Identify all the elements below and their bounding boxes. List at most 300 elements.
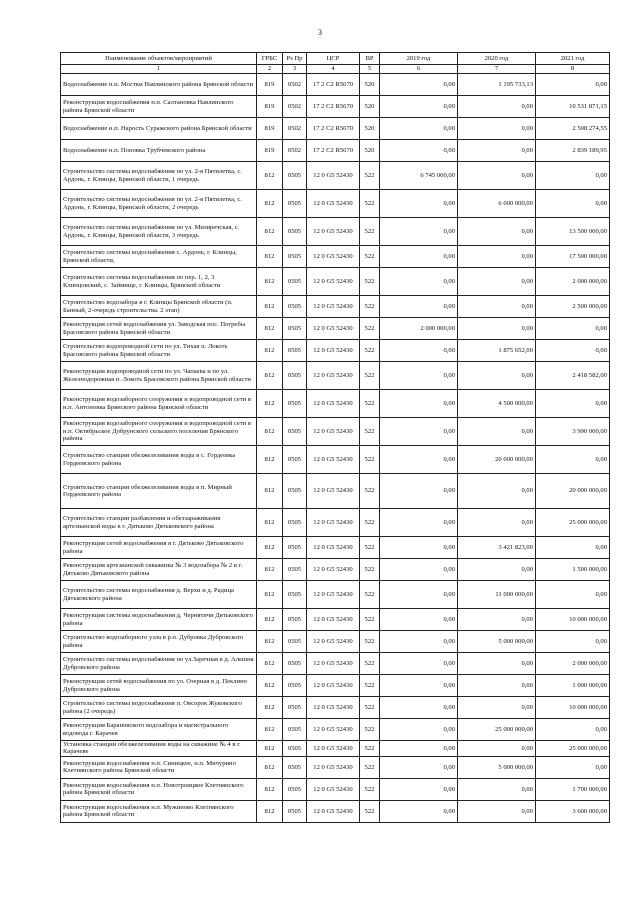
table-row bbox=[61, 140, 610, 162]
row-2019-cell: 0,00 bbox=[380, 190, 458, 218]
row-rzpr-cell: 0505 bbox=[283, 418, 307, 446]
row-rzpr-cell: 0505 bbox=[283, 653, 307, 675]
row-rzpr-cell: 0505 bbox=[283, 218, 307, 246]
row-2020-cell: 0,00 bbox=[458, 246, 536, 268]
row-grbs-cell: 812 bbox=[257, 756, 283, 778]
row-csr-cell: 12 0 G5 52430 bbox=[307, 756, 360, 778]
row-rzpr-cell: 0505 bbox=[283, 675, 307, 697]
header-2021: 2021 год bbox=[536, 53, 610, 65]
row-2021-cell: 2 508 274,55 bbox=[536, 118, 610, 140]
row-grbs-cell: 812 bbox=[257, 190, 283, 218]
table-row bbox=[61, 537, 610, 559]
row-2021-cell: 13 500 000,00 bbox=[536, 218, 610, 246]
row-grbs-cell: 812 bbox=[257, 268, 283, 296]
row-grbs-cell: 812 bbox=[257, 631, 283, 653]
row-vr-cell: 522 bbox=[360, 318, 380, 340]
row-2020-cell: 0,00 bbox=[458, 162, 536, 190]
header-csr: ЦСР bbox=[307, 53, 360, 65]
table-row bbox=[61, 96, 610, 118]
row-csr-cell: 12 0 G5 52430 bbox=[307, 537, 360, 559]
row-vr-cell: 522 bbox=[360, 362, 380, 390]
row-2021-cell: 0,00 bbox=[536, 190, 610, 218]
row-rzpr-cell: 0505 bbox=[283, 190, 307, 218]
row-2021-cell: 10 000 000,00 bbox=[536, 697, 610, 719]
row-vr-cell: 522 bbox=[360, 653, 380, 675]
row-2021-cell: 2 418 582,00 bbox=[536, 362, 610, 390]
row-2019-cell: 0,00 bbox=[380, 756, 458, 778]
row-name-cell: Строительство системы водоснабжения с. Ардонь, г. Клинцы, Брянской области, bbox=[61, 246, 257, 268]
row-rzpr-cell: 0505 bbox=[283, 719, 307, 741]
row-csr-cell: 12 0 G5 52430 bbox=[307, 800, 360, 822]
row-2020-cell: 0,00 bbox=[458, 609, 536, 631]
row-csr-cell: 17 2 С2 R5670 bbox=[307, 140, 360, 162]
row-grbs-cell: 812 bbox=[257, 697, 283, 719]
row-2021-cell: 0,00 bbox=[536, 74, 610, 96]
row-name-cell: Реконструкция водозаборного сооружения и водопроводной сети в н.п. Антоновка Брянского района Брянской области bbox=[61, 390, 257, 418]
row-2021-cell: 3 990 000,00 bbox=[536, 418, 610, 446]
row-rzpr-cell: 0505 bbox=[283, 474, 307, 509]
row-grbs-cell: 812 bbox=[257, 418, 283, 446]
row-rzpr-cell: 0505 bbox=[283, 537, 307, 559]
row-vr-cell: 522 bbox=[360, 800, 380, 822]
row-2019-cell: 0,00 bbox=[380, 390, 458, 418]
row-2019-cell: 0,00 bbox=[380, 246, 458, 268]
table-row bbox=[61, 362, 610, 390]
row-2021-cell: 17 500 000,00 bbox=[536, 246, 610, 268]
row-grbs-cell: 812 bbox=[257, 446, 283, 474]
row-rzpr-cell: 0505 bbox=[283, 756, 307, 778]
table-row bbox=[61, 246, 610, 268]
header-vr: ВР bbox=[360, 53, 380, 65]
row-grbs-cell: 812 bbox=[257, 537, 283, 559]
row-2019-cell: 0,00 bbox=[380, 719, 458, 741]
row-rzpr-cell: 0505 bbox=[283, 362, 307, 390]
row-vr-cell: 522 bbox=[360, 190, 380, 218]
row-rzpr-cell: 0502 bbox=[283, 118, 307, 140]
row-name-cell: Реконструкция сетей водоснабжения по ул. Озерная в д. Пеклино Дубровского района bbox=[61, 675, 257, 697]
row-vr-cell: 522 bbox=[360, 697, 380, 719]
table-row bbox=[61, 719, 610, 741]
row-2020-cell: 20 000 000,00 bbox=[458, 446, 536, 474]
row-2019-cell: 0,00 bbox=[380, 741, 458, 757]
row-name-cell: Реконструкция водопроводной сети по ул. Чапаева и по ул. Железнодорожная п. Локоть Брасовского района Брянской области bbox=[61, 362, 257, 390]
header-name: Наименование объектов/мероприятий bbox=[61, 53, 257, 65]
row-2021-cell: 10 531 871,15 bbox=[536, 96, 610, 118]
row-vr-cell: 522 bbox=[360, 446, 380, 474]
row-vr-cell: 522 bbox=[360, 741, 380, 757]
row-csr-cell: 12 0 G5 52430 bbox=[307, 268, 360, 296]
table-row bbox=[61, 218, 610, 246]
row-rzpr-cell: 0505 bbox=[283, 631, 307, 653]
row-csr-cell: 12 0 G5 52430 bbox=[307, 609, 360, 631]
table-row bbox=[61, 741, 610, 757]
table-row bbox=[61, 190, 610, 218]
budget-table bbox=[60, 52, 610, 823]
row-vr-cell: 522 bbox=[360, 296, 380, 318]
row-2019-cell: 0,00 bbox=[380, 509, 458, 537]
row-name-cell: Реконструкция Барановского водозабора и магистрального водовода г. Карачев bbox=[61, 719, 257, 741]
row-grbs-cell: 812 bbox=[257, 719, 283, 741]
table-row bbox=[61, 74, 610, 96]
row-2021-cell: 3 600 000,00 bbox=[536, 800, 610, 822]
row-2021-cell: 0,00 bbox=[536, 340, 610, 362]
row-vr-cell: 522 bbox=[360, 559, 380, 581]
row-2021-cell: 0,00 bbox=[536, 537, 610, 559]
row-rzpr-cell: 0505 bbox=[283, 800, 307, 822]
row-2019-cell: 0,00 bbox=[380, 778, 458, 800]
row-csr-cell: 17 2 С2 R5670 bbox=[307, 96, 360, 118]
row-2020-cell: 0,00 bbox=[458, 559, 536, 581]
row-csr-cell: 17 2 С2 R5670 bbox=[307, 118, 360, 140]
row-2020-cell: 0,00 bbox=[458, 474, 536, 509]
row-2020-cell: 11 000 000,00 bbox=[458, 581, 536, 609]
row-2019-cell: 0,00 bbox=[380, 362, 458, 390]
row-2020-cell: 0,00 bbox=[458, 509, 536, 537]
row-rzpr-cell: 0505 bbox=[283, 318, 307, 340]
row-name-cell: Реконструкция сетей водоснабжения ул. Заводская пос. Погребы Брасовского района Брянской области bbox=[61, 318, 257, 340]
row-name-cell: Строительство системы водоснабжения по ул. 2-я Пятилетка, с. Ардонь, г. Клинцы, Брянской области, 1 очередь bbox=[61, 162, 257, 190]
row-2021-cell: 25 000 000,00 bbox=[536, 509, 610, 537]
row-2019-cell: 0,00 bbox=[380, 340, 458, 362]
row-name-cell: Строительство водозабора в г. Клинцы Брянской области (п. Банный, 2-очередь строительства. 2 этап) bbox=[61, 296, 257, 318]
row-name-cell: Реконструкция водоснабжения н.п. Синицкое, н.п. Мичурино Клетнянского района Брянской области bbox=[61, 756, 257, 778]
row-name-cell: Установка станции обезжелезивания воды на скважине № 4 в г. Карачеве bbox=[61, 741, 257, 757]
row-2021-cell: 0,00 bbox=[536, 446, 610, 474]
row-2019-cell: 0,00 bbox=[380, 474, 458, 509]
row-2020-cell: 3 421 823,00 bbox=[458, 537, 536, 559]
row-grbs-cell: 812 bbox=[257, 581, 283, 609]
row-rzpr-cell: 0505 bbox=[283, 581, 307, 609]
row-name-cell: Реконструкция сетей водоснабжения в г. Дятьково Дятьковского района bbox=[61, 537, 257, 559]
row-2020-cell: 0,00 bbox=[458, 697, 536, 719]
row-grbs-cell: 812 bbox=[257, 340, 283, 362]
row-2019-cell: 6 745 000,00 bbox=[380, 162, 458, 190]
row-grbs-cell: 812 bbox=[257, 609, 283, 631]
row-2020-cell: 25 000 000,00 bbox=[458, 719, 536, 741]
row-grbs-cell: 812 bbox=[257, 390, 283, 418]
row-name-cell: Водоснабжение н.п. Мостки Навлинского района Брянской области bbox=[61, 74, 257, 96]
row-vr-cell: 522 bbox=[360, 631, 380, 653]
row-2021-cell: 25 000 000,00 bbox=[536, 741, 610, 757]
row-vr-cell: 520 bbox=[360, 74, 380, 96]
row-2020-cell: 0,00 bbox=[458, 318, 536, 340]
row-rzpr-cell: 0505 bbox=[283, 246, 307, 268]
row-2019-cell: 0,00 bbox=[380, 609, 458, 631]
row-name-cell: Реконструкция водоснабжения н.п. Мужиново Клетнянского района Брянской области bbox=[61, 800, 257, 822]
row-csr-cell: 12 0 G5 52430 bbox=[307, 162, 360, 190]
row-vr-cell: 522 bbox=[360, 218, 380, 246]
row-vr-cell: 522 bbox=[360, 537, 380, 559]
row-name-cell: Реконструкция артезианской скважины № 3 водозабора № 2 в г. Дятьково Дятьковского района bbox=[61, 559, 257, 581]
row-vr-cell: 522 bbox=[360, 246, 380, 268]
row-name-cell: Реконструкция водозаборного сооружения и водопроводной сети в н.п. Октябрьское Добрунского сельского поселения Брянского района bbox=[61, 418, 257, 446]
row-2021-cell: 10 000 000,00 bbox=[536, 609, 610, 631]
column-number: 2 bbox=[257, 65, 283, 74]
row-2021-cell: 0,00 bbox=[536, 162, 610, 190]
row-grbs-cell: 812 bbox=[257, 296, 283, 318]
column-number: 5 bbox=[360, 65, 380, 74]
row-vr-cell: 520 bbox=[360, 140, 380, 162]
row-2019-cell: 0,00 bbox=[380, 140, 458, 162]
row-csr-cell: 12 0 G5 52430 bbox=[307, 190, 360, 218]
row-rzpr-cell: 0505 bbox=[283, 741, 307, 757]
header-2020: 2020 год bbox=[458, 53, 536, 65]
row-2020-cell: 0,00 bbox=[458, 362, 536, 390]
row-2020-cell: 5 000 000,00 bbox=[458, 631, 536, 653]
row-vr-cell: 520 bbox=[360, 96, 380, 118]
table-row bbox=[61, 581, 610, 609]
row-grbs-cell: 812 bbox=[257, 474, 283, 509]
row-csr-cell: 12 0 G5 52430 bbox=[307, 653, 360, 675]
row-csr-cell: 12 0 G5 52430 bbox=[307, 362, 360, 390]
row-grbs-cell: 812 bbox=[257, 675, 283, 697]
row-2021-cell: 0,00 bbox=[536, 631, 610, 653]
row-2019-cell: 0,00 bbox=[380, 418, 458, 446]
row-2020-cell: 0,00 bbox=[458, 140, 536, 162]
row-rzpr-cell: 0505 bbox=[283, 509, 307, 537]
row-2020-cell: 0,00 bbox=[458, 741, 536, 757]
row-rzpr-cell: 0505 bbox=[283, 162, 307, 190]
row-2021-cell: 0,00 bbox=[536, 390, 610, 418]
row-csr-cell: 12 0 G5 52430 bbox=[307, 318, 360, 340]
row-vr-cell: 522 bbox=[360, 340, 380, 362]
row-2019-cell: 0,00 bbox=[380, 697, 458, 719]
row-2021-cell: 0,00 bbox=[536, 756, 610, 778]
column-number: 8 bbox=[536, 65, 610, 74]
row-2019-cell: 0,00 bbox=[380, 653, 458, 675]
row-2020-cell: 0,00 bbox=[458, 675, 536, 697]
row-vr-cell: 522 bbox=[360, 719, 380, 741]
row-2019-cell: 0,00 bbox=[380, 218, 458, 246]
row-rzpr-cell: 0505 bbox=[283, 296, 307, 318]
row-grbs-cell: 812 bbox=[257, 559, 283, 581]
table-row bbox=[61, 653, 610, 675]
row-grbs-cell: 819 bbox=[257, 140, 283, 162]
row-2020-cell: 4 500 000,00 bbox=[458, 390, 536, 418]
row-name-cell: Строительство системы водоснабжения п. Овсорок Жуковского района (2 очередь) bbox=[61, 697, 257, 719]
row-2020-cell: 0,00 bbox=[458, 118, 536, 140]
table-row bbox=[61, 118, 610, 140]
row-name-cell: Водоснабжение н.п. Поповка Трубчевского района bbox=[61, 140, 257, 162]
row-grbs-cell: 812 bbox=[257, 162, 283, 190]
row-2019-cell: 0,00 bbox=[380, 446, 458, 474]
row-csr-cell: 12 0 G5 52430 bbox=[307, 675, 360, 697]
table-row bbox=[61, 446, 610, 474]
row-csr-cell: 12 0 G5 52430 bbox=[307, 390, 360, 418]
row-2021-cell: 20 000 000,00 bbox=[536, 474, 610, 509]
row-2021-cell: 2 839 189,95 bbox=[536, 140, 610, 162]
table-row bbox=[61, 675, 610, 697]
row-2020-cell: 0,00 bbox=[458, 653, 536, 675]
row-2020-cell: 1 875 652,00 bbox=[458, 340, 536, 362]
row-2020-cell: 0,00 bbox=[458, 778, 536, 800]
row-2019-cell: 0,00 bbox=[380, 631, 458, 653]
row-grbs-cell: 812 bbox=[257, 778, 283, 800]
table-row bbox=[61, 390, 610, 418]
row-grbs-cell: 812 bbox=[257, 218, 283, 246]
row-grbs-cell: 819 bbox=[257, 96, 283, 118]
row-csr-cell: 12 0 G5 52430 bbox=[307, 296, 360, 318]
row-2021-cell: 0,00 bbox=[536, 719, 610, 741]
row-vr-cell: 522 bbox=[360, 474, 380, 509]
row-2021-cell: 1 500 000,00 bbox=[536, 559, 610, 581]
row-csr-cell: 12 0 G5 52430 bbox=[307, 446, 360, 474]
row-rzpr-cell: 0502 bbox=[283, 140, 307, 162]
row-vr-cell: 522 bbox=[360, 509, 380, 537]
row-grbs-cell: 812 bbox=[257, 362, 283, 390]
row-csr-cell: 12 0 G5 52430 bbox=[307, 474, 360, 509]
row-vr-cell: 522 bbox=[360, 581, 380, 609]
column-number: 3 bbox=[283, 65, 307, 74]
row-name-cell: Строительство станции обезжелезивания воды в п. Мирный Гордеевского района bbox=[61, 474, 257, 509]
row-name-cell: Строительство системы водоснабжения по ул.Заречная в д. Алешня Дубровского района bbox=[61, 653, 257, 675]
row-2021-cell: 0,00 bbox=[536, 318, 610, 340]
row-2019-cell: 0,00 bbox=[380, 537, 458, 559]
row-name-cell: Строительство водозаборного узла в р.п. Дубровка Дубровского района bbox=[61, 631, 257, 653]
row-csr-cell: 12 0 G5 52430 bbox=[307, 418, 360, 446]
row-csr-cell: 12 0 G5 52430 bbox=[307, 218, 360, 246]
row-name-cell: Строительство системы водоснабжения по ул. 2-я Пятилетка, с. Ардонь, г. Клинцы, Брянской области, 2 очередь bbox=[61, 190, 257, 218]
row-2020-cell: 0,00 bbox=[458, 96, 536, 118]
row-2020-cell: 0,00 bbox=[458, 800, 536, 822]
row-2019-cell: 0,00 bbox=[380, 800, 458, 822]
row-name-cell: Строительство системы водоснабжения по пер. 1, 2, 3 Клинцовский, с. Займище, г. Клинцы, Брянской области bbox=[61, 268, 257, 296]
row-vr-cell: 522 bbox=[360, 778, 380, 800]
row-csr-cell: 12 0 G5 52430 bbox=[307, 719, 360, 741]
row-2020-cell: 0,00 bbox=[458, 268, 536, 296]
row-vr-cell: 522 bbox=[360, 756, 380, 778]
row-vr-cell: 522 bbox=[360, 675, 380, 697]
row-2019-cell: 0,00 bbox=[380, 675, 458, 697]
row-grbs-cell: 812 bbox=[257, 509, 283, 537]
row-rzpr-cell: 0505 bbox=[283, 559, 307, 581]
table-row bbox=[61, 296, 610, 318]
header-row bbox=[61, 53, 610, 65]
row-csr-cell: 12 0 G5 52430 bbox=[307, 697, 360, 719]
column-number: 1 bbox=[61, 65, 257, 74]
row-2021-cell: 2 500 000,00 bbox=[536, 296, 610, 318]
row-vr-cell: 522 bbox=[360, 268, 380, 296]
row-rzpr-cell: 0505 bbox=[283, 340, 307, 362]
row-grbs-cell: 812 bbox=[257, 653, 283, 675]
table-row bbox=[61, 756, 610, 778]
row-rzpr-cell: 0505 bbox=[283, 697, 307, 719]
row-csr-cell: 12 0 G5 52430 bbox=[307, 631, 360, 653]
column-number: 7 bbox=[458, 65, 536, 74]
row-name-cell: Строительство системы водоснабжения д. Верхи и д. Радица Дятьковского района bbox=[61, 581, 257, 609]
row-name-cell: Реконструкция водоснабжения н.п. Салтановка Навлинского района Брянской области bbox=[61, 96, 257, 118]
table-row bbox=[61, 162, 610, 190]
row-name-cell: Строительство станции разбавления и обеззараживания артезианской воды в г. Дятьково Дятьковского района bbox=[61, 509, 257, 537]
row-vr-cell: 522 bbox=[360, 390, 380, 418]
row-2019-cell: 0,00 bbox=[380, 268, 458, 296]
row-2019-cell: 0,00 bbox=[380, 559, 458, 581]
row-csr-cell: 17 2 С2 R5670 bbox=[307, 74, 360, 96]
row-2019-cell: 0,00 bbox=[380, 296, 458, 318]
table-row bbox=[61, 631, 610, 653]
row-rzpr-cell: 0505 bbox=[283, 778, 307, 800]
row-rzpr-cell: 0502 bbox=[283, 74, 307, 96]
table-row bbox=[61, 509, 610, 537]
row-2020-cell: 0,00 bbox=[458, 296, 536, 318]
table-row bbox=[61, 318, 610, 340]
row-vr-cell: 522 bbox=[360, 609, 380, 631]
row-2019-cell: 0,00 bbox=[380, 581, 458, 609]
row-2019-cell: 0,00 bbox=[380, 118, 458, 140]
row-2020-cell: 6 000 000,00 bbox=[458, 190, 536, 218]
row-rzpr-cell: 0502 bbox=[283, 96, 307, 118]
row-vr-cell: 522 bbox=[360, 162, 380, 190]
row-csr-cell: 12 0 G5 52430 bbox=[307, 778, 360, 800]
row-2021-cell: 2 000 000,00 bbox=[536, 653, 610, 675]
row-rzpr-cell: 0505 bbox=[283, 390, 307, 418]
row-2021-cell: 1 700 000,00 bbox=[536, 778, 610, 800]
table-row bbox=[61, 474, 610, 509]
column-number: 6 bbox=[380, 65, 458, 74]
table-row bbox=[61, 697, 610, 719]
row-csr-cell: 12 0 G5 52430 bbox=[307, 246, 360, 268]
row-grbs-cell: 819 bbox=[257, 118, 283, 140]
table-row bbox=[61, 268, 610, 296]
row-csr-cell: 12 0 G5 52430 bbox=[307, 559, 360, 581]
row-csr-cell: 12 0 G5 52430 bbox=[307, 340, 360, 362]
row-rzpr-cell: 0505 bbox=[283, 609, 307, 631]
table-row bbox=[61, 559, 610, 581]
row-csr-cell: 12 0 G5 52430 bbox=[307, 509, 360, 537]
row-2020-cell: 5 000 000,00 bbox=[458, 756, 536, 778]
row-name-cell: Реконструкция системы водоснабжения д. Чернятичи Дятьковского района bbox=[61, 609, 257, 631]
row-vr-cell: 522 bbox=[360, 418, 380, 446]
header-rzpr: Рз Пр bbox=[283, 53, 307, 65]
row-name-cell: Строительство станции обезжелезивания воды в с. Гордеевка Гордеевского района bbox=[61, 446, 257, 474]
row-2020-cell: 1 195 733,13 bbox=[458, 74, 536, 96]
table-row bbox=[61, 418, 610, 446]
row-grbs-cell: 819 bbox=[257, 74, 283, 96]
row-csr-cell: 12 0 G5 52430 bbox=[307, 741, 360, 757]
row-grbs-cell: 812 bbox=[257, 800, 283, 822]
page-number: 3 bbox=[318, 28, 322, 37]
column-number: 4 bbox=[307, 65, 360, 74]
row-name-cell: Водоснабжение н.п. Нарость Суражского района Брянской области bbox=[61, 118, 257, 140]
row-grbs-cell: 812 bbox=[257, 246, 283, 268]
row-grbs-cell: 812 bbox=[257, 741, 283, 757]
column-number-row bbox=[61, 65, 610, 74]
row-name-cell: Строительство водопроводной сети по ул. Тихая п. Локоть Брасовского района Брянской области bbox=[61, 340, 257, 362]
row-2019-cell: 0,00 bbox=[380, 74, 458, 96]
row-2019-cell: 0,00 bbox=[380, 96, 458, 118]
header-2019: 2019 год bbox=[380, 53, 458, 65]
row-grbs-cell: 812 bbox=[257, 318, 283, 340]
row-csr-cell: 12 0 G5 52430 bbox=[307, 581, 360, 609]
table-row bbox=[61, 800, 610, 822]
table-body bbox=[61, 74, 610, 823]
row-2021-cell: 2 000 000,00 bbox=[536, 268, 610, 296]
row-2020-cell: 0,00 bbox=[458, 418, 536, 446]
row-rzpr-cell: 0505 bbox=[283, 446, 307, 474]
row-2021-cell: 1 000 000,00 bbox=[536, 675, 610, 697]
row-name-cell: Реконструкция водоснабжения н.п. Новотроицкое Клетнянского района Брянской области bbox=[61, 778, 257, 800]
row-vr-cell: 520 bbox=[360, 118, 380, 140]
row-2020-cell: 0,00 bbox=[458, 218, 536, 246]
row-2019-cell: 2 000 000,00 bbox=[380, 318, 458, 340]
table-row bbox=[61, 340, 610, 362]
row-name-cell: Строительство системы водоснабжения по ул. Мизиречская, с. Ардонь, г. Клинцы, Брянской области, 3 очередь bbox=[61, 218, 257, 246]
header-grbs: ГРБС bbox=[257, 53, 283, 65]
row-2021-cell: 0,00 bbox=[536, 581, 610, 609]
table-row bbox=[61, 778, 610, 800]
row-rzpr-cell: 0505 bbox=[283, 268, 307, 296]
table-row bbox=[61, 609, 610, 631]
